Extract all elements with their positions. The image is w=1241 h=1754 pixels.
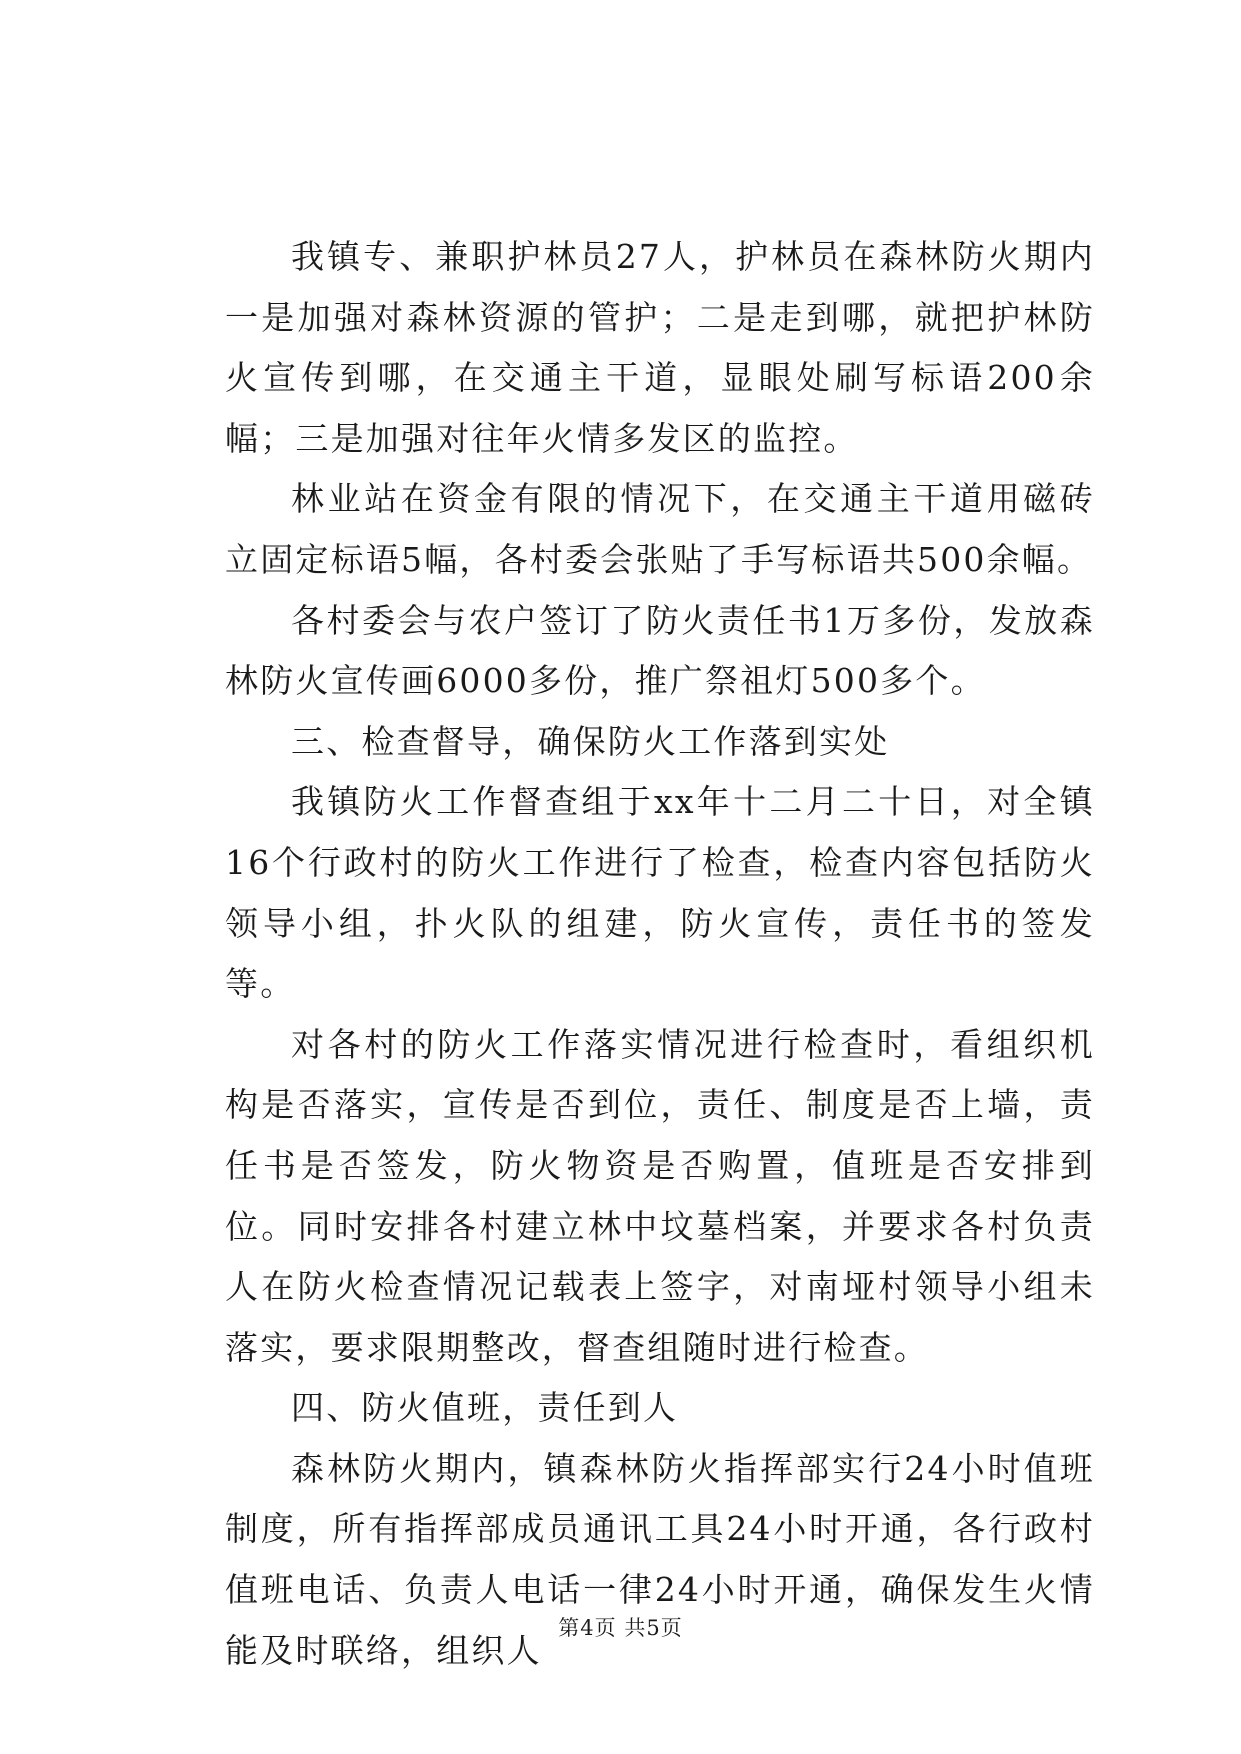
paragraph-inspection-details: 对各村的防火工作落实情况进行检查时，看组织机构是否落实，宣传是否到位，责任、制度是否上墙，责任书是否签发，防火物资是否购置，值班是否安排到位。同时安排各村建立林中坟墓档案，并要求各村负责人在防火检查情况记载表上签字，对南垭村领导小组未落实，要求限期整改，督查组随时进行检查。 bbox=[225, 1024, 1095, 1367]
paragraph-forestry-station-slogans: 林业站在资金有限的情况下，在交通主干道用磁砖立固定标语5幅，各村委会张贴了手写标语共500余幅。 bbox=[225, 479, 1095, 579]
section-heading-duty: 四、防火值班，责任到人 bbox=[291, 1388, 679, 1428]
body-text bbox=[225, 227, 1095, 1681]
paragraph-inspection-team: 我镇防火工作督查组于xx年十二月二十日，对全镇16个行政村的防火工作进行了检查，检查内容包括防火领导小组，扑火队的组建，防火宣传，责任书的签发等。 bbox=[225, 782, 1095, 1004]
paragraph-forest-rangers: 我镇专、兼职护林员27人，护林员在森林防火期内一是加强对森林资源的管护；二是走到哪，就把护林防火宣传到哪，在交通主干道，显眼处刷写标语200余幅；三是加强对往年火情多发区的监控。 bbox=[225, 237, 1095, 458]
section-heading-inspection: 三、检查督导，确保防火工作落到实处 bbox=[291, 721, 890, 761]
paragraph-responsibility-letters: 各村委会与农户签订了防火责任书1万多份，发放森林防火宣传画6000多份，推广祭祖灯500多个。 bbox=[225, 600, 1095, 701]
page-number-footer: 第4页 共5页 bbox=[558, 1616, 683, 1640]
paragraph-duty-system: 森林防火期内，镇森林防火指挥部实行24小时值班制度，所有指挥部成员通讯工具24小时开通，各行政村值班电话、负责人电话一律24小时开通，确保发生火情能及时联络，组织人 bbox=[225, 1448, 1095, 1670]
